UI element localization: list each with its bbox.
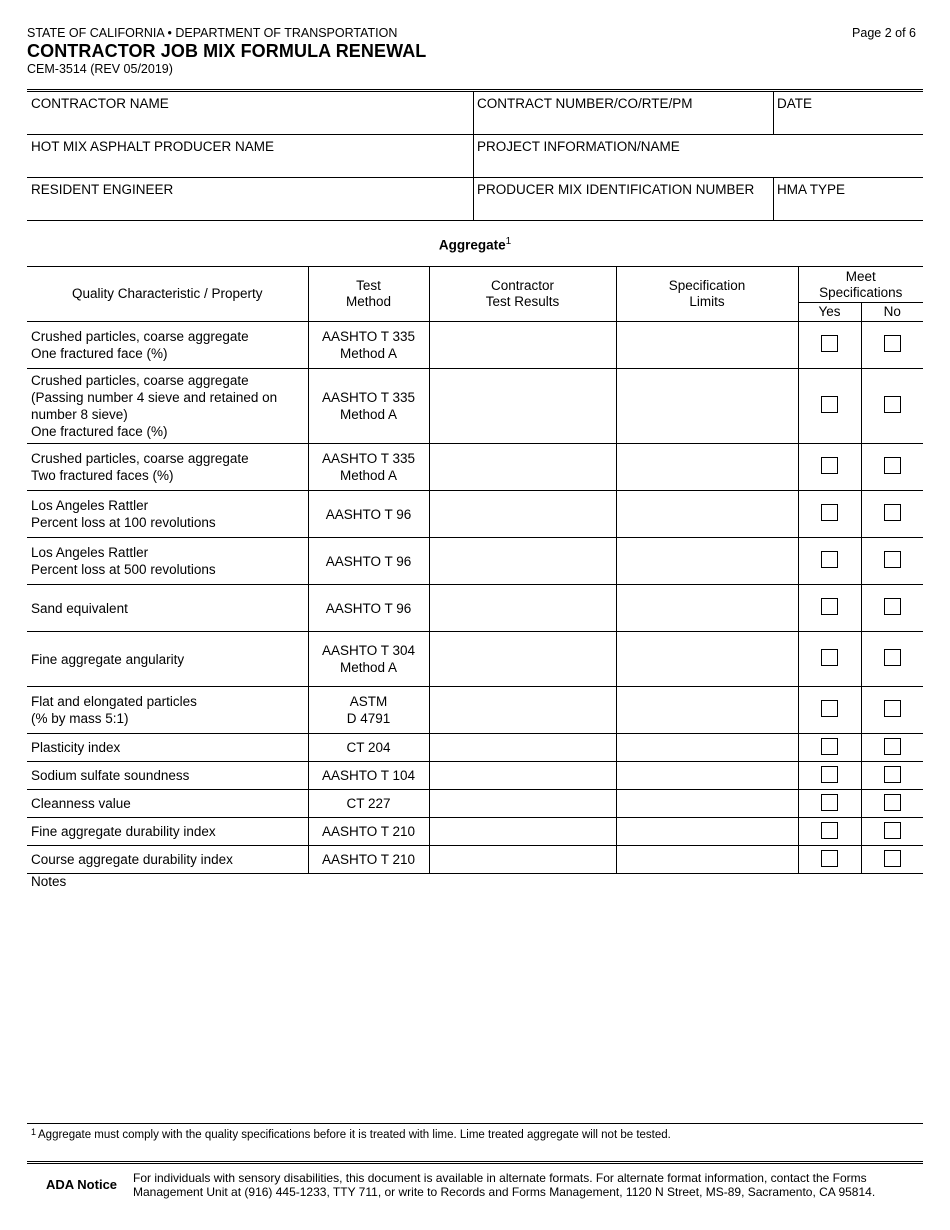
property-line: Crushed particles, coarse aggregate xyxy=(31,451,249,466)
meets-no-checkbox[interactable] xyxy=(884,822,901,839)
meets-no-cell xyxy=(861,491,923,538)
meets-no-checkbox[interactable] xyxy=(884,850,901,867)
meets-no-checkbox[interactable] xyxy=(884,649,901,666)
test-method-line: D 4791 xyxy=(346,711,391,726)
table-row xyxy=(27,632,923,687)
aggregate-table-body xyxy=(27,322,923,874)
spec-limits-input[interactable] xyxy=(616,322,798,369)
form-number: CEM-3514 (REV 05/2019) xyxy=(27,62,173,76)
page-number: Page 2 of 6 xyxy=(852,26,916,40)
spec-limits-input[interactable] xyxy=(616,846,798,874)
meets-yes-checkbox[interactable] xyxy=(821,850,838,867)
header-meet-specs: Meet Specifications xyxy=(798,267,923,303)
meets-yes-cell xyxy=(798,790,861,818)
footnote-divider xyxy=(27,1123,923,1124)
producer-mix-id-field[interactable]: PRODUCER MIX IDENTIFICATION NUMBER xyxy=(477,182,755,197)
table-row xyxy=(27,538,923,585)
contractor-results-input[interactable] xyxy=(429,491,616,538)
test-method-line: AASHTO T 210 xyxy=(321,852,416,867)
contractor-results-input[interactable] xyxy=(429,322,616,369)
test-method-line: AASHTO T 96 xyxy=(325,600,412,616)
spec-limits-input[interactable] xyxy=(616,369,798,444)
meets-no-cell xyxy=(861,734,923,762)
property-line: One fractured face (%) xyxy=(31,346,168,361)
section-title-text: Aggregate xyxy=(438,237,506,253)
test-method-cell xyxy=(308,790,429,818)
aggregate-table xyxy=(27,266,923,874)
spec-limits-input[interactable] xyxy=(616,444,798,491)
property-line: Fine aggregate angularity xyxy=(31,651,185,667)
meets-no-checkbox[interactable] xyxy=(884,335,901,352)
test-method-cell xyxy=(308,762,429,790)
meets-yes-checkbox[interactable] xyxy=(821,766,838,783)
meets-no-checkbox[interactable] xyxy=(884,598,901,615)
meets-yes-checkbox[interactable] xyxy=(821,396,838,413)
contractor-results-input[interactable] xyxy=(429,632,616,687)
meets-no-cell xyxy=(861,322,923,369)
test-method-line: AASHTO T 96 xyxy=(325,506,412,522)
meets-yes-cell xyxy=(798,491,861,538)
table-row xyxy=(27,762,923,790)
header-yes: Yes xyxy=(798,303,861,322)
property-cell xyxy=(27,444,308,491)
spec-limits-input[interactable] xyxy=(616,687,798,734)
spec-limits-input[interactable] xyxy=(616,491,798,538)
meets-yes-cell xyxy=(798,846,861,874)
test-method-cell xyxy=(308,538,429,585)
spec-limits-input[interactable] xyxy=(616,790,798,818)
test-method-line: Method A xyxy=(339,660,398,675)
spec-limits-input[interactable] xyxy=(616,538,798,585)
test-method-cell xyxy=(308,491,429,538)
property-line: (% by mass 5:1) xyxy=(31,711,129,726)
header-spec-limits: Specification Limits xyxy=(616,267,798,322)
table-row xyxy=(27,369,923,444)
meets-no-checkbox[interactable] xyxy=(884,700,901,717)
meets-yes-cell xyxy=(798,322,861,369)
test-method-cell xyxy=(308,632,429,687)
property-cell xyxy=(27,687,308,734)
meets-yes-checkbox[interactable] xyxy=(821,738,838,755)
footnote xyxy=(31,1127,671,1141)
property-line: Flat and elongated particles xyxy=(31,694,197,709)
spec-limits-input[interactable] xyxy=(616,585,798,632)
table-row xyxy=(27,846,923,874)
property-cell xyxy=(27,322,308,369)
meets-no-checkbox[interactable] xyxy=(884,794,901,811)
property-line: Crushed particles, coarse aggregate xyxy=(31,373,249,388)
contractor-results-input[interactable] xyxy=(429,538,616,585)
test-method-line: AASHTO T 210 xyxy=(321,824,416,839)
info-row-2 xyxy=(27,135,923,178)
property-line: Plasticity index xyxy=(31,740,121,755)
test-method-cell xyxy=(308,444,429,491)
property-line: Los Angeles Rattler xyxy=(31,498,149,513)
meets-no-cell xyxy=(861,585,923,632)
contractor-results-input[interactable] xyxy=(429,762,616,790)
test-method-line: AASHTO T 104 xyxy=(321,768,416,783)
property-cell xyxy=(27,818,308,846)
meets-yes-cell xyxy=(798,369,861,444)
test-method-line: AASHTO T 96 xyxy=(325,553,412,569)
meets-no-cell xyxy=(861,369,923,444)
test-method-cell xyxy=(308,818,429,846)
header-no: No xyxy=(861,303,923,322)
meets-no-cell xyxy=(861,818,923,846)
test-method-line: Method A xyxy=(339,346,398,361)
contractor-results-input[interactable] xyxy=(429,585,616,632)
spec-limits-input[interactable] xyxy=(616,762,798,790)
meets-no-checkbox[interactable] xyxy=(884,504,901,521)
property-line: Crushed particles, coarse aggregate xyxy=(31,329,249,344)
test-method-cell xyxy=(308,369,429,444)
meets-yes-checkbox[interactable] xyxy=(821,649,838,666)
meets-yes-checkbox[interactable] xyxy=(821,504,838,521)
meets-no-checkbox[interactable] xyxy=(884,738,901,755)
meets-yes-cell xyxy=(798,538,861,585)
meets-no-cell xyxy=(861,846,923,874)
property-line: Cleanness value xyxy=(31,796,131,811)
ada-notice-text: For individuals with sensory disabilities, this document is available in alternate formats. For alternate format information, contact the Forms Management Unit at (916) 445-1233, TTY 711, or write to Records and Forms Management, 1120 N Street, MS-89, Sacramento, CA 95814. xyxy=(133,1171,876,1199)
spec-limits-input[interactable] xyxy=(616,734,798,762)
contractor-name-field[interactable]: CONTRACTOR NAME xyxy=(27,92,474,134)
test-method-line: AASHTO T 304 xyxy=(321,643,416,658)
footnote-number: 1 xyxy=(31,1127,37,1137)
meets-yes-cell xyxy=(798,818,861,846)
meets-no-cell xyxy=(861,762,923,790)
contractor-results-input[interactable] xyxy=(429,734,616,762)
meets-no-cell xyxy=(861,790,923,818)
contractor-results-input[interactable] xyxy=(429,846,616,874)
property-line: Course aggregate durability index xyxy=(31,852,233,867)
contract-info-grid xyxy=(27,89,923,221)
property-line: One fractured face (%) xyxy=(31,424,168,439)
table-row xyxy=(27,322,923,369)
table-row xyxy=(27,585,923,632)
meets-yes-cell xyxy=(798,734,861,762)
test-method-line: CT 204 xyxy=(346,740,391,755)
property-cell xyxy=(27,846,308,874)
property-cell xyxy=(27,762,308,790)
test-method-line: Method A xyxy=(339,468,398,483)
property-cell xyxy=(27,585,308,632)
section-title xyxy=(0,236,950,253)
meets-no-cell xyxy=(861,687,923,734)
info-row-3 xyxy=(27,178,923,221)
table-row xyxy=(27,444,923,491)
property-cell xyxy=(27,491,308,538)
contractor-results-input[interactable] xyxy=(429,790,616,818)
meets-yes-cell xyxy=(798,632,861,687)
hma-type-field[interactable]: HMA TYPE xyxy=(773,178,923,220)
ada-divider xyxy=(27,1161,923,1164)
contractor-results-input[interactable] xyxy=(429,444,616,491)
table-row xyxy=(27,491,923,538)
contractor-results-input[interactable] xyxy=(429,818,616,846)
table-row xyxy=(27,734,923,762)
ada-notice-label: ADA Notice xyxy=(46,1177,118,1192)
meets-no-checkbox[interactable] xyxy=(884,396,901,413)
info-row-1 xyxy=(27,92,923,135)
property-line: Two fractured faces (%) xyxy=(31,468,174,483)
date-field[interactable]: DATE xyxy=(773,92,923,134)
meets-yes-checkbox[interactable] xyxy=(821,335,838,352)
property-line: number 8 sieve) xyxy=(31,407,128,422)
contractor-results-input[interactable] xyxy=(429,687,616,734)
test-method-cell xyxy=(308,687,429,734)
property-line: Sand equivalent xyxy=(31,600,128,616)
meets-no-cell xyxy=(861,538,923,585)
header-results: Contractor Test Results xyxy=(429,267,616,322)
meets-yes-cell xyxy=(798,762,861,790)
table-row xyxy=(27,687,923,734)
agency-name: STATE OF CALIFORNIA • DEPARTMENT OF TRANSPORTATION xyxy=(27,26,398,40)
meets-no-cell xyxy=(861,632,923,687)
meets-no-checkbox[interactable] xyxy=(884,551,901,568)
notes-label: Notes xyxy=(31,874,67,889)
meets-no-cell xyxy=(861,444,923,491)
meets-no-checkbox[interactable] xyxy=(884,457,901,474)
meets-yes-checkbox[interactable] xyxy=(821,794,838,811)
test-method-line: Method A xyxy=(339,407,398,422)
section-footnote-ref: 1 xyxy=(505,236,512,247)
meets-yes-cell xyxy=(798,444,861,491)
property-cell xyxy=(27,632,308,687)
meets-no-checkbox[interactable] xyxy=(884,766,901,783)
test-method-line: CT 227 xyxy=(346,796,391,811)
property-line: (Passing number 4 sieve and retained on xyxy=(31,390,278,405)
form-title: CONTRACTOR JOB MIX FORMULA RENEWAL xyxy=(27,41,427,61)
header-row xyxy=(27,267,923,303)
header-property: Quality Characteristic / Property xyxy=(27,267,308,322)
test-method-cell xyxy=(308,322,429,369)
test-method-cell xyxy=(308,585,429,632)
property-cell xyxy=(27,538,308,585)
property-line: Sodium sulfate soundness xyxy=(31,768,190,783)
property-cell xyxy=(27,369,308,444)
hma-producer-field[interactable]: HOT MIX ASPHALT PRODUCER NAME xyxy=(27,135,474,177)
property-line: Percent loss at 100 revolutions xyxy=(31,515,216,530)
spec-limits-input[interactable] xyxy=(616,632,798,687)
meets-yes-checkbox[interactable] xyxy=(821,822,838,839)
form-header xyxy=(27,26,924,76)
test-method-line: AASHTO T 335 xyxy=(321,390,416,405)
meets-yes-cell xyxy=(798,687,861,734)
footnote-text: Aggregate must comply with the quality specifications before it is treated with lime. Lime treated aggregate will not be tested. xyxy=(38,1129,671,1141)
property-cell xyxy=(27,734,308,762)
property-cell xyxy=(27,790,308,818)
meets-yes-cell xyxy=(798,585,861,632)
meets-yes-checkbox[interactable] xyxy=(821,700,838,717)
property-line: Los Angeles Rattler xyxy=(31,545,149,560)
header-method: Test Method xyxy=(308,267,429,322)
table-row xyxy=(27,818,923,846)
test-method-line: ASTM xyxy=(349,694,388,709)
project-info-field[interactable]: PROJECT INFORMATION/NAME xyxy=(477,139,680,154)
table-row xyxy=(27,790,923,818)
contract-number-field[interactable]: CONTRACT NUMBER/CO/RTE/PM xyxy=(477,96,693,111)
meets-yes-checkbox[interactable] xyxy=(821,551,838,568)
test-method-line: AASHTO T 335 xyxy=(321,329,416,344)
meets-yes-checkbox[interactable] xyxy=(821,457,838,474)
test-method-cell xyxy=(308,734,429,762)
resident-engineer-field[interactable]: RESIDENT ENGINEER xyxy=(27,178,474,220)
contractor-results-input[interactable] xyxy=(429,369,616,444)
test-method-line: AASHTO T 335 xyxy=(321,451,416,466)
spec-limits-input[interactable] xyxy=(616,818,798,846)
meets-yes-checkbox[interactable] xyxy=(821,598,838,615)
test-method-cell xyxy=(308,846,429,874)
property-line: Fine aggregate durability index xyxy=(31,824,216,839)
property-line: Percent loss at 500 revolutions xyxy=(31,562,216,577)
